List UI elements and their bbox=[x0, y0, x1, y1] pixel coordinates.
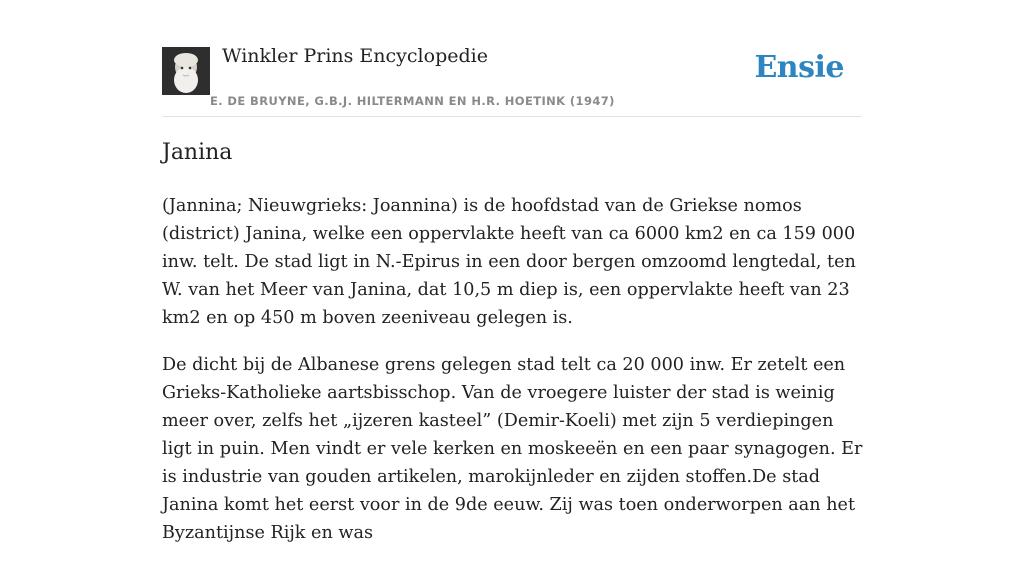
site-name-link[interactable]: Winkler Prins Encyclopedie bbox=[222, 45, 488, 67]
article-paragraph: De dicht bij de Albanese grens gelegen stad telt ca 20 000 inw. Er zetelt een Grieks-Katholieke aartsbisschop. Van de vroegere luister der stad is weinig meer over, zelfs het „ijzeren kasteel” (Demir-Koeli) met zijn 5 verdiepingen ligt in puin. Men vindt er vele kerken en moskeeën en een paar synagogen. Er is industrie van gouden artikelen, marokijnleder en zijden stoffen.De stad Janina komt het eerst voor in de 9de eeuw. Zij was toen onderworpen aan het Byzantijnse Rijk en was bbox=[162, 355, 863, 543]
header bbox=[162, 40, 862, 117]
brand-logo-link[interactable]: Ensie bbox=[754, 50, 844, 85]
article-paragraph: (Jannina; Nieuwgrieks: Joannina) is de hoofdstad van de Griekse nomos (district) Janina, welke een oppervlakte heeft van ca 6000 km2 en ca 159 000 inw. telt. De stad ligt in N.-Epirus in een door bergen omzoomd lengtedal, ten W. van het Meer van Janina, dat 10,5 m diep is, een oppervlakte heeft van 23 km2 en op 450 m boven zeeniveau gelegen is. bbox=[162, 196, 856, 328]
author-avatar[interactable] bbox=[162, 47, 210, 95]
portrait-image bbox=[162, 47, 210, 95]
article-body bbox=[162, 192, 864, 566]
article-title: Janina bbox=[162, 140, 233, 165]
authors-credit: E. DE BRUYNE, G.B.J. HILTERMANN EN H.R. HOETINK (1947) bbox=[210, 94, 615, 108]
